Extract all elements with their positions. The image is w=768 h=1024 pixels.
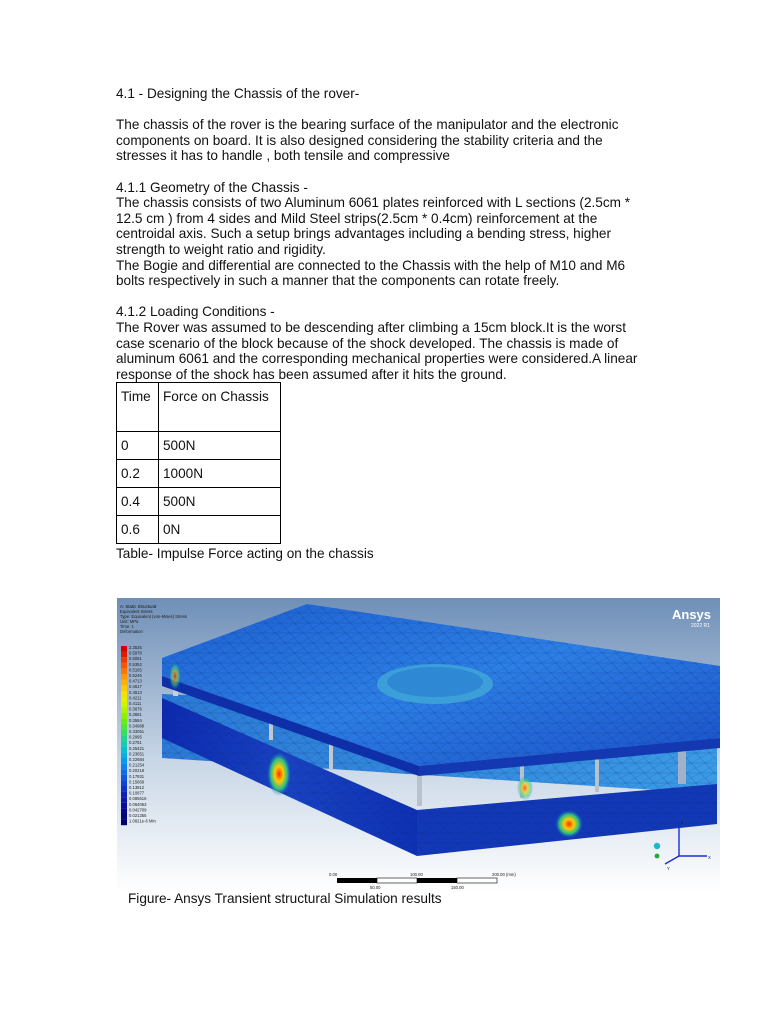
legend-value: 0.4713 bbox=[129, 678, 142, 684]
table-cell-time: 0.2 bbox=[117, 460, 159, 488]
legend-swatch bbox=[121, 808, 127, 814]
legend-value: 0.042709 bbox=[129, 807, 147, 813]
geometry-paragraph-2: The Bogie and differential are connected to the Chassis with the help of M10 and M6 bolts respectively in such a manner that the components can rotate freely. bbox=[116, 257, 626, 289]
legend-value: 0.10877 bbox=[129, 790, 145, 796]
legend-value: 0.2751 bbox=[129, 740, 142, 746]
table-cell-time: 0.4 bbox=[117, 488, 159, 516]
legend-swatch bbox=[121, 713, 127, 719]
legend-swatch bbox=[121, 652, 127, 658]
ansys-simulation-figure bbox=[117, 598, 720, 892]
legend-value: 0.25421 bbox=[129, 745, 145, 751]
legend-swatch bbox=[121, 758, 127, 764]
table-cell-force: 500N bbox=[159, 432, 281, 460]
table-cell-force: 1000N bbox=[159, 460, 281, 488]
legend-value: 0.5165 bbox=[129, 667, 142, 673]
legend-value: 0.23651 bbox=[129, 751, 145, 757]
loading-heading: 4.1.2 Loading Conditions - bbox=[116, 304, 275, 320]
legend-swatch bbox=[121, 741, 127, 747]
figure-meta-line: Unit: MPa bbox=[120, 619, 139, 624]
legend-value: 0.15669 bbox=[129, 779, 145, 785]
legend-swatch bbox=[121, 797, 127, 803]
simulation-render bbox=[117, 598, 720, 892]
legend-swatch bbox=[121, 696, 127, 702]
legend-swatch bbox=[121, 663, 127, 669]
legend-swatch bbox=[121, 685, 127, 691]
triad-sphere-icon bbox=[654, 843, 660, 849]
legend-swatch bbox=[121, 702, 127, 708]
legend-value: 0.3584 bbox=[129, 717, 142, 723]
legend-value: 0.5978 bbox=[129, 650, 142, 656]
legend-swatch bbox=[121, 780, 127, 786]
legend-swatch bbox=[121, 719, 127, 725]
legend-value: 0.21254 bbox=[129, 762, 145, 768]
legend-value: 0.4211 bbox=[129, 695, 142, 701]
legend-value: 0.5061 bbox=[129, 656, 142, 662]
geometry-paragraph-1: The chassis consists of two Aluminum 6061 plates reinforced with L sections (2.5cm * 12.5 cm ) from 4 sides and Mild Steel strips(2.5cm * 0.4cm) reinforcement at the centroidal axis. Such a setup brings advantages including a bending stress, higher strength to weight ratio and rigidity. bbox=[116, 195, 631, 257]
stress-hotspot bbox=[267, 752, 291, 796]
table-row bbox=[117, 432, 281, 460]
scale-label: 0.00 bbox=[329, 872, 338, 877]
legend-value: 0.17831 bbox=[129, 773, 145, 779]
geometry-heading: 4.1.1 Geometry of the Chassis - bbox=[116, 179, 308, 195]
legend-value: 1.0821e-6 Min bbox=[129, 818, 156, 824]
legend-swatch bbox=[121, 674, 127, 680]
figure-caption: Figure- Ansys Transient structural Simulation results bbox=[128, 891, 442, 906]
legend-swatch bbox=[121, 680, 127, 686]
legend-swatch bbox=[121, 786, 127, 792]
figure-title: A: Static Structural bbox=[120, 604, 157, 609]
axis-label: Z bbox=[681, 820, 684, 825]
figure-meta-line: Equivalent Stress bbox=[120, 609, 153, 614]
legend-swatch bbox=[121, 708, 127, 714]
stress-hotspot bbox=[555, 810, 583, 838]
legend-swatch bbox=[121, 775, 127, 781]
legend-swatch bbox=[121, 769, 127, 775]
legend-swatch bbox=[121, 792, 127, 798]
legend-value: 0.33051 bbox=[129, 729, 145, 734]
legend-value: 0.2995 bbox=[129, 734, 142, 740]
table-caption: Table- Impulse Force acting on the chassis bbox=[116, 546, 374, 562]
figure-meta-line: Deformation bbox=[120, 629, 143, 634]
table-cell-force: 500N bbox=[159, 488, 281, 516]
scale-label: 200.00 (mm) bbox=[492, 872, 516, 877]
legend-value: 0.4617 bbox=[129, 684, 142, 690]
legend-swatch bbox=[121, 736, 127, 742]
legend-value: 0.20218 bbox=[129, 768, 145, 774]
ansys-logo: Ansys bbox=[672, 607, 712, 622]
figure-meta-line: Type: Equivalent (von-Mises) Stress bbox=[120, 614, 188, 619]
loading-paragraph: The Rover was assumed to be descending after climbing a 15cm block.It is the worst case scenario of the block because of the shock developed. The chassis is made of aluminum 6061 and the corresponding mechanical properties were considered.A linear response of the shock has been assumed after it hits the ground. bbox=[116, 319, 638, 382]
legend-swatch bbox=[121, 730, 127, 736]
legend-swatch bbox=[121, 691, 127, 697]
legend-swatch bbox=[121, 724, 127, 730]
legend-swatch bbox=[121, 752, 127, 758]
legend-swatch bbox=[121, 814, 127, 820]
legend-value: 0.021355 bbox=[129, 813, 147, 818]
legend-value: 0.22684 bbox=[129, 757, 145, 762]
legend-swatch bbox=[121, 668, 127, 674]
scale-label: 100.00 bbox=[410, 872, 423, 877]
section-heading: 4.1 - Designing the Chassis of the rover- bbox=[116, 86, 360, 101]
legend-swatch bbox=[121, 764, 127, 770]
legend-value: 0.3681 bbox=[129, 712, 142, 718]
legend-swatch bbox=[121, 747, 127, 753]
legend-value: 0.085616 bbox=[129, 796, 147, 802]
legend-value: 0.34988 bbox=[129, 723, 145, 729]
legend-swatch bbox=[121, 820, 127, 826]
scale-label: 150.00 bbox=[451, 885, 464, 890]
legend-value: 0.064063 bbox=[129, 801, 147, 807]
table-header-force: Force on Chassis bbox=[159, 383, 281, 432]
table-row bbox=[117, 488, 281, 516]
legend-value: 0.13812 bbox=[129, 785, 145, 790]
legend-value: 0.4513 bbox=[129, 689, 142, 695]
legend-swatch bbox=[121, 646, 127, 652]
figure-meta-line: Time: 1 bbox=[120, 624, 134, 629]
scale-label: 50.00 bbox=[370, 885, 381, 890]
ansys-version: 2022 R1 bbox=[691, 623, 710, 629]
table-header-row bbox=[117, 383, 281, 432]
legend-value: 0.5352 bbox=[129, 661, 142, 667]
legend-value: 0.3876 bbox=[129, 706, 142, 712]
legend-value: 2.3525 bbox=[129, 645, 142, 650]
table-header-time: Time bbox=[117, 383, 159, 432]
axis-label: X bbox=[708, 855, 711, 860]
force-table bbox=[116, 382, 281, 544]
table-cell-time: 0 bbox=[117, 432, 159, 460]
legend-value: 0.4111 bbox=[129, 701, 142, 706]
legend-value: 0.5245 bbox=[129, 673, 142, 678]
legend-swatch bbox=[121, 657, 127, 663]
table-cell-time: 0.6 bbox=[117, 516, 159, 544]
table-row bbox=[117, 516, 281, 544]
table-row bbox=[117, 460, 281, 488]
legend-swatch bbox=[121, 803, 127, 809]
axis-label: Y bbox=[667, 866, 670, 871]
section-intro: The chassis of the rover is the bearing surface of the manipulator and the electronic components on board. It is also designed considering the stability criteria and the stresses it has to handle , both tensile and compressive bbox=[116, 117, 619, 164]
document-body bbox=[116, 86, 656, 562]
table-cell-force: 0N bbox=[159, 516, 281, 544]
